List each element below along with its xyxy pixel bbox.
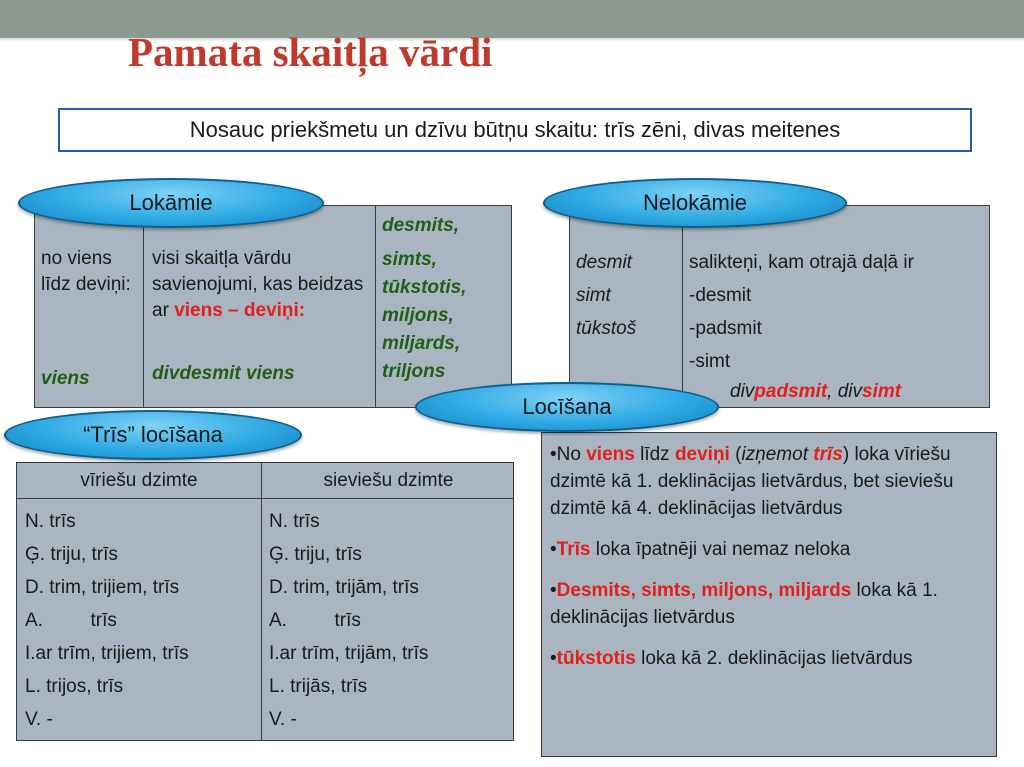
- text: ) loka vīriešu dzimtē kā 1. deklinācijas lietvārdus, bet sieviešu dzimtē kā 4. deklinācijas lietvārdus: [550, 444, 954, 519]
- text: •: [550, 648, 557, 669]
- locisana-bullet-3: [550, 577, 986, 631]
- lokamie-label: Lokāmie: [129, 190, 213, 215]
- lokamie-col2-text: [152, 246, 370, 324]
- tris-label: “Trīs” locīšana: [83, 422, 223, 447]
- lokamie-word: simts,: [382, 249, 437, 270]
- tris-masc-row: V. -: [25, 709, 53, 730]
- tris-fem-row: I.ar trīm, trijām, trīs: [269, 643, 429, 664]
- text: loka kā 2. deklinācijas lietvārdus: [635, 648, 913, 669]
- nelokamie-col1-list: [576, 246, 636, 345]
- lokamie-col1-example: viens: [41, 368, 90, 389]
- nelokamie-word: simt: [576, 285, 611, 306]
- intro-box: [58, 108, 972, 152]
- tris-masc-row: A. trīs: [25, 610, 117, 631]
- tris-fem-row: D. trim, trijām, trīs: [269, 577, 419, 598]
- nelokamie-line: -desmit: [689, 285, 752, 306]
- text: loka kā 1. deklinācijas lietvārdus: [550, 580, 938, 628]
- red-italic-text: trīs: [813, 444, 843, 465]
- text: līdz: [634, 444, 675, 465]
- tris-masc-row: Ģ. triju, trīs: [25, 544, 118, 565]
- nelokamie-label: Nelokāmie: [643, 190, 747, 215]
- lokamie-col3-list: [382, 212, 466, 386]
- text: •: [550, 539, 557, 560]
- example-red: padsmit: [754, 381, 828, 402]
- tris-masc-list: [25, 505, 189, 736]
- example-part: div: [837, 381, 863, 402]
- example-part: div: [730, 381, 755, 402]
- text: •No: [550, 444, 587, 465]
- lokamie-word: tūkstotis,: [382, 277, 467, 298]
- tris-header-fem: sieviešu dzimte: [323, 470, 454, 491]
- locisana-content: [550, 441, 986, 686]
- red-text: tūkstotis: [556, 648, 636, 669]
- nelokamie-example: [730, 379, 901, 405]
- nelokamie-line: salikteņi, kam otrajā daļā ir: [689, 252, 914, 273]
- lokamie-col2-example: divdesmit viens: [152, 363, 295, 384]
- nelokamie-divider: [682, 206, 683, 407]
- red-text: deviņi: [674, 444, 730, 465]
- red-text: Trīs: [556, 539, 591, 560]
- lokamie-word: triljons: [382, 361, 446, 382]
- example-sep: ,: [827, 381, 838, 402]
- locisana-label: Locīšana: [522, 394, 612, 419]
- nelokamie-oval: [543, 178, 847, 228]
- nelokamie-col2-list: [689, 246, 914, 378]
- intro-text: Nosauc priekšmetu un dzīvu būtņu skaitu: trīs zēni, divas meitenes: [189, 117, 841, 142]
- lokamie-divider-2: [375, 206, 376, 407]
- nelokamie-word: tūkstoš: [576, 318, 637, 339]
- lokamie-divider-1: [143, 206, 144, 407]
- tris-masc-row: D. trim, trijiem, trīs: [25, 577, 180, 598]
- lokamie-word: miljons,: [382, 305, 454, 326]
- lokamie-col2-desc: visi skaitļa vārdu savienojumi, kas beidzas ar: [152, 248, 364, 321]
- tris-fem-row: V. -: [269, 709, 297, 730]
- locisana-bullet-2: [550, 536, 986, 563]
- italic-text: izņemot: [741, 444, 814, 465]
- tris-masc-row: N. trīs: [25, 511, 76, 532]
- locisana-box: [541, 432, 997, 757]
- tris-masc-row: I.ar trīm, trijiem, trīs: [25, 643, 189, 664]
- tris-header-masc: vīriešu dzimte: [80, 470, 198, 491]
- red-text: Desmits, simts, miljons, miljards: [556, 580, 852, 601]
- tris-table: [16, 462, 514, 741]
- example-red: simt: [862, 381, 902, 402]
- lokamie-word: desmits,: [382, 215, 460, 236]
- tris-fem-row: Ģ. triju, trīs: [269, 544, 362, 565]
- red-text: viens: [586, 444, 635, 465]
- locisana-oval: [415, 382, 719, 432]
- tris-divider: [261, 463, 262, 740]
- lokamie-col1-text: no viens līdz deviņi:: [41, 248, 131, 295]
- locisana-bullet-1: [550, 441, 986, 522]
- slide-title: Pamata skaitļa vārdi: [128, 29, 493, 75]
- lokamie-box: [34, 205, 512, 408]
- tris-header-line: [17, 498, 513, 499]
- nelokamie-box: [569, 205, 990, 408]
- tris-fem-row: A. trīs: [269, 610, 361, 631]
- lokamie-oval: [18, 178, 324, 228]
- tris-fem-list: [269, 505, 428, 736]
- tris-fem-row: L. trijās, trīs: [269, 676, 368, 697]
- text: (: [729, 444, 742, 465]
- nelokamie-line: -padsmit: [689, 318, 762, 339]
- text: •: [550, 580, 557, 601]
- lokamie-col2-red: viens – deviņi:: [174, 300, 306, 321]
- tris-fem-row: N. trīs: [269, 511, 320, 532]
- text: loka īpatnēji vai nemaz neloka: [590, 539, 851, 560]
- nelokamie-word: desmit: [576, 252, 632, 273]
- tris-oval: [4, 410, 302, 460]
- tris-masc-row: L. trijos, trīs: [25, 676, 124, 697]
- locisana-bullet-4: [550, 645, 986, 672]
- nelokamie-line: -simt: [689, 351, 731, 372]
- lokamie-word: miljards,: [382, 333, 461, 354]
